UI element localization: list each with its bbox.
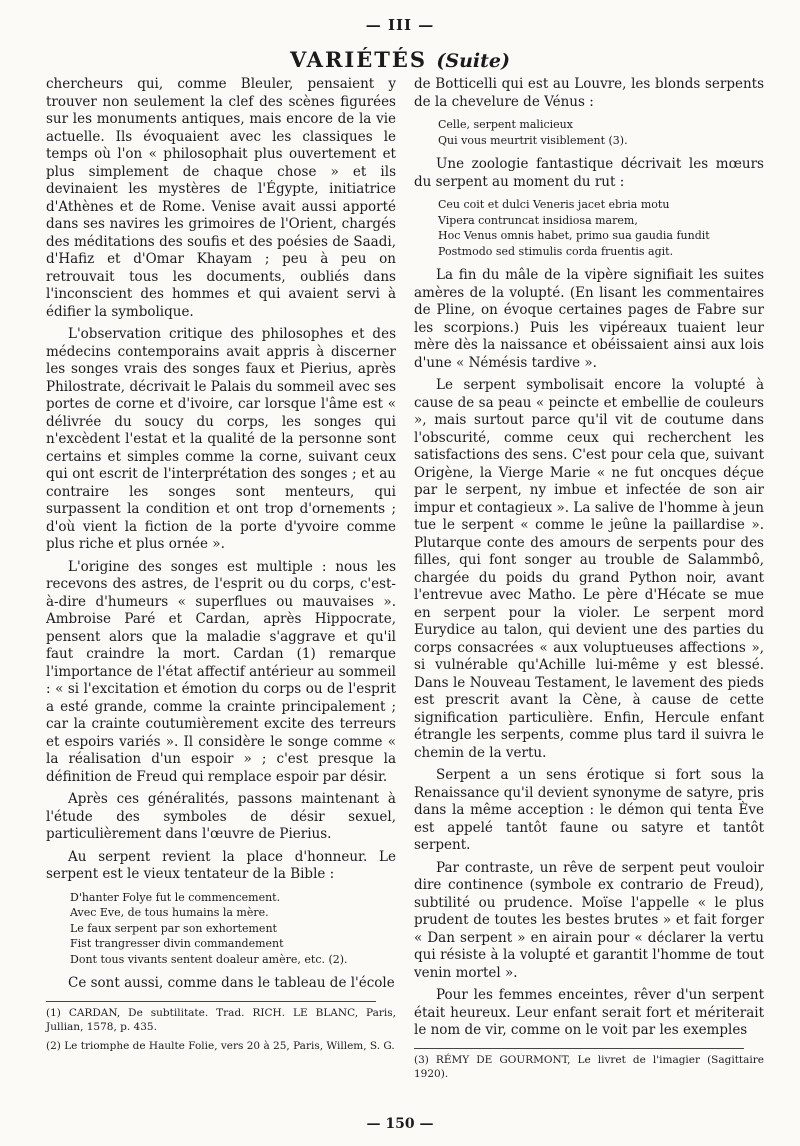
footnote: (1) CARDAN, De subtilitate. Trad. RICH. LE BLANC, Paris, Jullian, 1578, p. 435. bbox=[46, 1006, 396, 1033]
latin-quote bbox=[438, 197, 764, 259]
paragraph: Une zoologie fantastique décrivait les mœurs du serpent au moment du rut : bbox=[414, 156, 764, 190]
paragraph: de Botticelli qui est au Louvre, les blonds serpents de la chevelure de Vénus : bbox=[414, 76, 764, 110]
verse-line: Vipera contruncat insidiosa marem, bbox=[438, 213, 638, 227]
footnote: (2) Le triomphe de Haulte Folie, vers 20 à 25, Paris, Willem, S. G. bbox=[46, 1039, 395, 1052]
footnote: (3) RÉMY DE GOURMONT, Le livret de l'imagier (Sagittaire 1920). bbox=[414, 1053, 764, 1080]
paragraph: Ce sont aussi, comme dans le tableau de l'école bbox=[68, 975, 395, 991]
verse-line: Qui vous meurtrit visiblement (3). bbox=[438, 133, 628, 147]
left-column bbox=[46, 76, 396, 1058]
page-number-bottom: — 150 — bbox=[366, 1116, 434, 1132]
paragraph: Après ces généralités, passons maintenant à l'étude des symboles de désir sexuel, particulièrement dans l'œuvre de Pierius. bbox=[46, 791, 396, 842]
paragraph: Au serpent revient la place d'honneur. Le serpent est le vieux tentateur de la Bible : bbox=[46, 848, 396, 882]
paragraph: La fin du mâle de la vipère signifiait les suites amères de la volupté. (En lisant les commentaires de Pline, on évoque certaines pages de Fabre sur les scorpions.) Puis les vipéreaux tuaient leur mère dès la naissance et obéissaient ainsi aux lois d'une « Némésis tardive ». bbox=[414, 267, 764, 371]
paragraph: L'origine des songes est multiple : nous les recevons des astres, de l'esprit ou du corps, c'est-à-dire d'humeurs « superflues ou mauvaises ». Ambroise Paré et Cardan, après Hippocrate, pensent alors que la maladie s'aggrave et qu'il faut craindre la mort. Cardan (1) remarque l'importance de l'état affectif antérieur au sommeil : « si l'excitation et émotion du corps ou de l'esprit a esté grande, comme la crainte principalement ; car la crainte coutumièrement excite des terreurs et espoirs variés ». Il considère le songe comme « la réalisation d'un espoir » ; c'est presque la définition de Freud qui remplace espoir par désir. bbox=[46, 558, 396, 785]
paragraph: Pour les femmes enceintes, rêver d'un serpent était heureux. Leur enfant serait fort et mériterait le nom de vir, comme on le voit par les exemples bbox=[414, 987, 764, 1038]
verse-line: Ceu coit et dulci Veneris jacet ebria motu bbox=[438, 198, 670, 211]
verse-quote bbox=[70, 890, 396, 968]
footnote-divider bbox=[46, 1001, 376, 1002]
verse-line: Avec Eve, de tous humains la mère. bbox=[70, 906, 269, 919]
paragraph: chercheurs qui, comme Bleuler, pensaient y trouver non seulement la clef des scènes figurées sur les monuments antiques, mais encore de la vie actuelle. Ils évoquaient avec les classiques le temps où l'on « philosophait plus ouvertement et plus simplement de chaque chose » et ils devinaient les mystères de l'Égypte, initiatrice d'Athènes et de Rome. Venise avait aussi apporté dans ses navires les grimoires de l'Orient, chargés des méditations des soufis et des poésies de Saadi, d'Hafiz et d'Omar Khayam ; peu à peu on retrouvait tous les documents, oubliés dans l'inconscient des hommes et qui avaient servi à édifier la symbolique. bbox=[46, 76, 396, 320]
paragraph: L'observation critique des philosophes et des médecins contemporains avait appris à discerner les songes vrais des songes faux et Pierius, après Philostrate, décrivait le Palais du sommeil avec ses portes de corne et d'ivoire, car lorsque l'âme est « délivrée du soucy du corps, les songes qui n'excèdent l'estat et la qualité de la personne sont certains et simples comme la corne, suivant ceux qui ont escrit de l'interprétation des songes ; et au contraire les songes sont menteurs, qui surpassent la condition et ont trop d'ornements ; d'où vient la fiction de la porte d'yvoire comme plus riche et plus ornée ». bbox=[46, 326, 396, 552]
title-suite: (Suite) bbox=[436, 50, 510, 72]
footnote-divider bbox=[414, 1048, 744, 1049]
page-title bbox=[0, 47, 800, 72]
paragraph: Par contraste, un rêve de serpent peut vouloir dire continence (symbole ex contrario de Freud), subtilité ou prudence. Moïse l'appelle « le plus prudent de toutes les bestes brutes » et fait forger « Dan serpent » en airain pour « déclarer la vertu qui résiste à la volupté et garantit l'homme de tout venin mortel ». bbox=[414, 859, 764, 981]
paragraph: Le serpent symbolisait encore la volupté à cause de sa peau « peincte et embellie de couleurs », mais surtout parce qu'il vit de coutume dans l'obscurité, comme ceux qui recherchent les satisfactions des sens. C'est pour cela que, suivant Origène, la Vierge Marie « ne fut oncques déçue par le serpent, ny imbue et infectée de son air impur et contagieux ». La salive de l'homme à jeun tue le serpent « comme le jeûne la paillardise ». Plutarque conte des amours de serpents pour des filles, qui font songer au trouble de Salammbô, chargée du poids du grand Python noir, avant l'entrevue avec Matho. Le père d'Hécate se mue en serpent pour la violer. Le serpent mord Eurydice au talon, qui devient une des parties du corps consacrées « aux voluptueuses affections », si vulnérable qu'Achille lui-même y est blessé. Dans le Nouveau Testament, le lavement des pieds est prescrit avant la Cène, à cause de cette signification particulière. Enfin, Hercule enfant étrangle les serpents, comme plus tard il suivra le chemin de la vertu. bbox=[414, 377, 764, 761]
right-column bbox=[414, 76, 764, 1086]
verse-quote bbox=[438, 117, 764, 148]
page-number-top: — III — bbox=[365, 16, 435, 34]
verse-line: Postmodo sed stimulis corda fruentis agit. bbox=[438, 244, 674, 258]
verse-line: Dont tous vivants sentent doaleur amère, etc. (2). bbox=[70, 952, 348, 966]
verse-line: Fist trangresser divin commandement bbox=[70, 937, 284, 950]
verse-line: Le faux serpent par son exhortement bbox=[70, 921, 277, 935]
title-text: VARIÉTÉS bbox=[290, 47, 428, 72]
verse-line: D'hanter Folye fut le commencement. bbox=[70, 890, 281, 904]
verse-line: Hoc Venus omnis habet, primo sua gaudia fundit bbox=[438, 229, 710, 242]
paragraph: Serpent a un sens érotique si fort sous la Renaissance qu'il devient synonyme de satyre, pris dans la même acception : le démon qui tenta Ève est appelé tantôt faune ou satyre et tantôt serpent. bbox=[414, 767, 764, 853]
verse-line: Celle, serpent malicieux bbox=[438, 118, 573, 131]
